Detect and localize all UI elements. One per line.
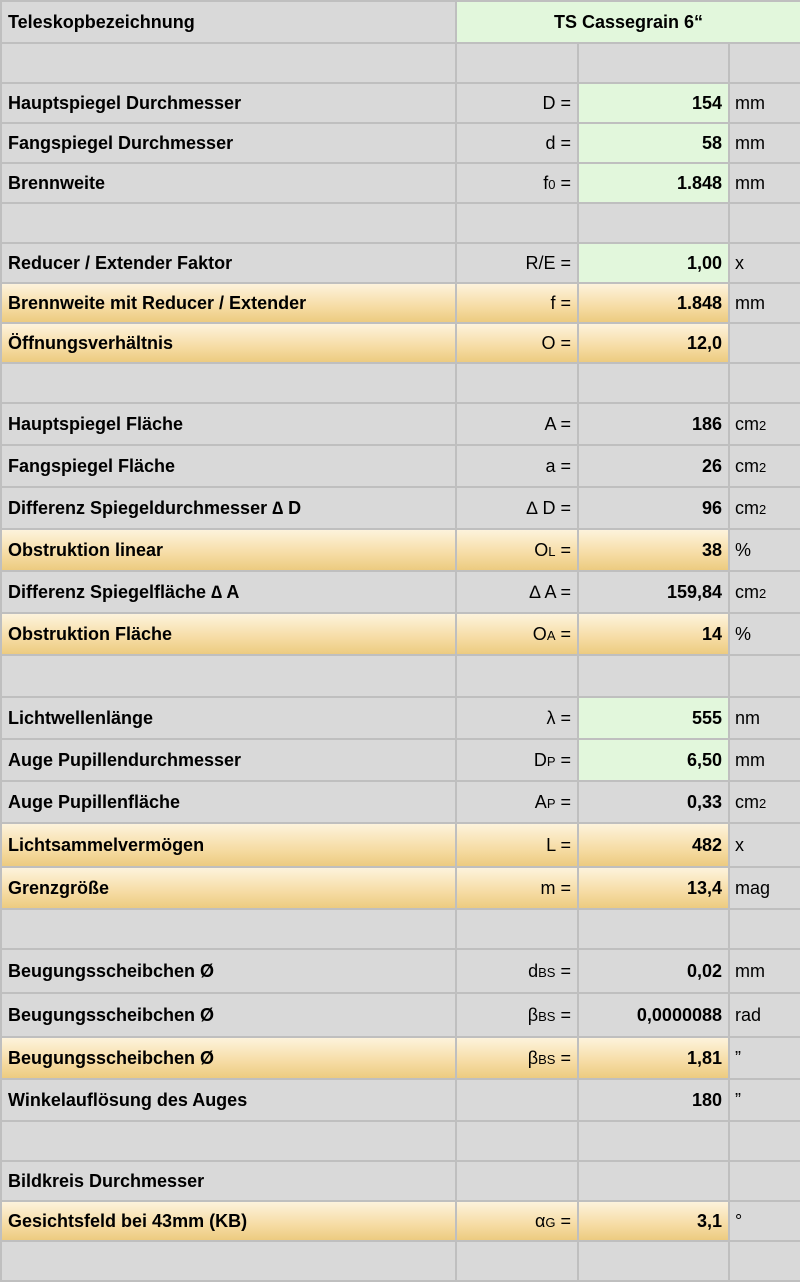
row-label: Hauptspiegel Fläche	[1, 403, 456, 445]
row-label: Beugungsscheibchen Ø	[1, 949, 456, 993]
empty-cell[interactable]	[456, 1241, 578, 1281]
computed-value-cell[interactable]: 38	[578, 529, 729, 571]
row-label: Grenzgröße	[1, 867, 456, 909]
row-unit	[729, 993, 800, 1037]
table-row	[1, 739, 800, 781]
title-label: Teleskopbezeichnung	[1, 1, 456, 43]
equals-sign: =	[555, 172, 571, 193]
table-row	[1, 993, 800, 1037]
unit-text: cm	[735, 497, 759, 518]
unit-text: %	[735, 623, 752, 644]
empty-cell[interactable]	[729, 909, 800, 949]
empty-cell[interactable]	[456, 909, 578, 949]
row-unit	[729, 163, 800, 203]
title-row	[1, 1, 800, 43]
row-label: Brennweite	[1, 163, 456, 203]
equals-sign: =	[555, 413, 571, 434]
row-unit	[729, 83, 800, 123]
unit-text: x	[735, 252, 744, 273]
table-row	[1, 697, 800, 739]
equals-sign: =	[555, 749, 571, 770]
computed-value-cell[interactable]: 180	[578, 1079, 729, 1121]
unit-text: mag	[735, 877, 771, 898]
equals-sign: =	[555, 877, 571, 898]
empty-cell[interactable]	[1, 1241, 456, 1281]
unit-text: cm	[735, 791, 759, 812]
empty-cell[interactable]	[456, 43, 578, 83]
symbol-text: ∆ D	[526, 497, 556, 518]
unit-subscript: 2	[759, 459, 767, 475]
input-value-cell[interactable]: 555	[578, 697, 729, 739]
computed-value-cell[interactable]: 0,0000088	[578, 993, 729, 1037]
blank-row	[1, 1241, 800, 1281]
row-label: Winkelauflösung des Auges	[1, 1079, 456, 1121]
row-symbol	[456, 613, 578, 655]
symbol-text: m	[540, 877, 556, 898]
blank-row	[1, 203, 800, 243]
empty-cell[interactable]	[578, 655, 729, 697]
row-label: Obstruktion Fläche	[1, 613, 456, 655]
blank-row	[1, 655, 800, 697]
symbol-text: O	[534, 539, 549, 560]
row-label: Auge Pupillendurchmesser	[1, 739, 456, 781]
equals-sign: =	[555, 581, 571, 602]
row-unit	[729, 571, 800, 613]
row-unit	[729, 445, 800, 487]
equals-sign: =	[555, 132, 571, 153]
empty-cell[interactable]	[729, 363, 800, 403]
empty-cell[interactable]	[1, 909, 456, 949]
table-row	[1, 781, 800, 823]
row-unit	[729, 739, 800, 781]
empty-cell[interactable]	[578, 909, 729, 949]
equals-sign: =	[555, 252, 571, 273]
row-symbol	[456, 571, 578, 613]
row-unit	[729, 403, 800, 445]
symbol-text: A	[534, 791, 547, 812]
empty-cell[interactable]	[729, 655, 800, 697]
input-value-cell[interactable]: 1,00	[578, 243, 729, 283]
row-symbol	[456, 487, 578, 529]
row-symbol	[456, 243, 578, 283]
row-symbol	[456, 1161, 578, 1201]
table-row	[1, 403, 800, 445]
unit-text: cm	[735, 455, 759, 476]
table-row	[1, 529, 800, 571]
table-row	[1, 83, 800, 123]
symbol-text: f	[550, 292, 556, 313]
unit-text: mm	[735, 132, 765, 153]
equals-sign: =	[555, 1047, 571, 1068]
table-row	[1, 1161, 800, 1201]
row-symbol	[456, 323, 578, 363]
computed-value-cell[interactable]: 1,81	[578, 1037, 729, 1079]
unit-text: ”	[735, 1047, 741, 1068]
empty-cell[interactable]	[1, 363, 456, 403]
equals-sign: =	[555, 1210, 571, 1231]
row-symbol	[456, 1079, 578, 1121]
row-label: Auge Pupillenfläche	[1, 781, 456, 823]
unit-text: mm	[735, 172, 765, 193]
empty-cell[interactable]	[729, 1121, 800, 1161]
row-unit	[729, 1037, 800, 1079]
empty-cell[interactable]	[456, 1121, 578, 1161]
row-symbol	[456, 163, 578, 203]
symbol-text: L	[546, 834, 556, 855]
unit-subscript: 2	[759, 795, 767, 811]
table-row	[1, 123, 800, 163]
row-unit	[729, 867, 800, 909]
row-label: Bildkreis Durchmesser	[1, 1161, 456, 1201]
symbol-subscript: A	[546, 627, 556, 643]
row-label: Differenz Spiegeldurchmesser ∆ D	[1, 487, 456, 529]
row-unit	[729, 823, 800, 867]
row-symbol	[456, 83, 578, 123]
empty-cell[interactable]	[456, 203, 578, 243]
equals-sign: =	[555, 292, 571, 313]
equals-sign: =	[555, 332, 571, 353]
computed-value-cell[interactable]: 159,84	[578, 571, 729, 613]
computed-value-cell[interactable]: 482	[578, 823, 729, 867]
unit-text: nm	[735, 707, 761, 728]
row-unit	[729, 1161, 800, 1201]
input-value-cell[interactable]: 58	[578, 123, 729, 163]
symbol-text: β	[527, 1004, 539, 1025]
computed-value-cell[interactable]: 14	[578, 613, 729, 655]
row-unit	[729, 781, 800, 823]
row-symbol	[456, 123, 578, 163]
empty-cell[interactable]	[1, 203, 456, 243]
table-row	[1, 487, 800, 529]
empty-cell[interactable]	[456, 363, 578, 403]
computed-value-cell[interactable]	[578, 1161, 729, 1201]
row-label: Fangspiegel Durchmesser	[1, 123, 456, 163]
unit-text: cm	[735, 413, 759, 434]
equals-sign: =	[555, 455, 571, 476]
row-label: Beugungsscheibchen Ø	[1, 1037, 456, 1079]
row-unit	[729, 1201, 800, 1241]
unit-subscript: 2	[759, 501, 767, 517]
table-row	[1, 823, 800, 867]
symbol-text: A	[544, 413, 556, 434]
equals-sign: =	[555, 791, 571, 812]
symbol-text: a	[545, 455, 556, 476]
table-row	[1, 867, 800, 909]
computed-value-cell[interactable]: 0,33	[578, 781, 729, 823]
empty-cell[interactable]	[578, 1241, 729, 1281]
computed-value-cell[interactable]: 96	[578, 487, 729, 529]
row-unit	[729, 487, 800, 529]
symbol-text: α	[534, 1210, 546, 1231]
row-symbol	[456, 1037, 578, 1079]
row-unit	[729, 243, 800, 283]
table-row	[1, 571, 800, 613]
empty-cell[interactable]	[578, 363, 729, 403]
symbol-text: D	[533, 749, 547, 770]
symbol-subscript: P	[546, 795, 556, 811]
symbol-subscript: BS	[538, 1008, 556, 1024]
row-label: Beugungsscheibchen Ø	[1, 993, 456, 1037]
unit-text: mm	[735, 960, 765, 981]
computed-value-cell[interactable]: 3,1	[578, 1201, 729, 1241]
table-row	[1, 243, 800, 283]
empty-cell[interactable]	[729, 1241, 800, 1281]
row-label: Fangspiegel Fläche	[1, 445, 456, 487]
computed-value-cell[interactable]: 0,02	[578, 949, 729, 993]
unit-text: rad	[735, 1004, 762, 1025]
equals-sign: =	[555, 497, 571, 518]
empty-cell[interactable]	[1, 1121, 456, 1161]
row-label: Reducer / Extender Faktor	[1, 243, 456, 283]
input-value-cell[interactable]: 6,50	[578, 739, 729, 781]
symbol-subscript: 0	[548, 176, 556, 192]
row-label: Hauptspiegel Durchmesser	[1, 83, 456, 123]
row-symbol	[456, 529, 578, 571]
equals-sign: =	[555, 1004, 571, 1025]
table-row	[1, 1037, 800, 1079]
computed-value-cell[interactable]: 12,0	[578, 323, 729, 363]
row-unit	[729, 949, 800, 993]
symbol-text: O	[541, 332, 556, 353]
row-symbol	[456, 949, 578, 993]
unit-text: ”	[735, 1089, 741, 1110]
computed-value-cell[interactable]: 1.848	[578, 283, 729, 323]
symbol-text: λ	[546, 707, 556, 728]
blank-row	[1, 909, 800, 949]
row-symbol	[456, 445, 578, 487]
symbol-text: d	[545, 132, 556, 153]
row-symbol	[456, 867, 578, 909]
unit-text: cm	[735, 581, 759, 602]
row-symbol	[456, 823, 578, 867]
symbol-subscript: G	[545, 1214, 556, 1230]
row-symbol	[456, 739, 578, 781]
table-row	[1, 613, 800, 655]
blank-row	[1, 363, 800, 403]
unit-subscript: 2	[759, 585, 767, 601]
empty-cell[interactable]	[1, 655, 456, 697]
row-label: Obstruktion linear	[1, 529, 456, 571]
input-value-cell[interactable]: 154	[578, 83, 729, 123]
empty-cell[interactable]	[578, 1121, 729, 1161]
unit-text: mm	[735, 292, 765, 313]
row-label: Gesichtsfeld bei 43mm (KB)	[1, 1201, 456, 1241]
equals-sign: =	[555, 960, 571, 981]
row-unit	[729, 613, 800, 655]
symbol-subscript: P	[546, 753, 556, 769]
symbol-text: R/E	[525, 252, 556, 273]
unit-text: x	[735, 834, 744, 855]
row-unit	[729, 697, 800, 739]
equals-sign: =	[555, 92, 571, 113]
row-symbol	[456, 1201, 578, 1241]
row-symbol	[456, 283, 578, 323]
empty-cell[interactable]	[1, 43, 456, 83]
equals-sign: =	[555, 539, 571, 560]
table-row	[1, 163, 800, 203]
table-row	[1, 283, 800, 323]
symbol-subscript: BS	[538, 1051, 556, 1067]
row-unit	[729, 123, 800, 163]
empty-cell[interactable]	[729, 43, 800, 83]
row-label: Öffnungsverhältnis	[1, 323, 456, 363]
row-symbol	[456, 781, 578, 823]
unit-text: °	[735, 1210, 743, 1231]
table-row	[1, 1079, 800, 1121]
empty-cell[interactable]	[729, 203, 800, 243]
table-row	[1, 949, 800, 993]
symbol-text: ∆ A	[529, 581, 556, 602]
empty-cell[interactable]	[578, 203, 729, 243]
symbol-subscript: L	[548, 543, 556, 559]
unit-text: mm	[735, 92, 765, 113]
row-unit	[729, 1079, 800, 1121]
equals-sign: =	[555, 834, 571, 855]
table-row	[1, 323, 800, 363]
unit-text: %	[735, 539, 752, 560]
row-unit	[729, 323, 800, 363]
row-label: Lichtwellenlänge	[1, 697, 456, 739]
symbol-text: d	[528, 960, 539, 981]
symbol-text: f	[543, 172, 549, 193]
unit-text: mm	[735, 749, 765, 770]
equals-sign: =	[555, 623, 571, 644]
row-symbol	[456, 697, 578, 739]
row-symbol	[456, 993, 578, 1037]
symbol-subscript: BS	[538, 964, 556, 980]
computed-value-cell[interactable]: 186	[578, 403, 729, 445]
input-value-cell[interactable]: 1.848	[578, 163, 729, 203]
telescope-name-cell[interactable]: TS Cassegrain 6“	[456, 1, 800, 43]
blank-row	[1, 1121, 800, 1161]
blank-row	[1, 43, 800, 83]
row-unit	[729, 283, 800, 323]
row-unit	[729, 529, 800, 571]
equals-sign: =	[555, 707, 571, 728]
symbol-text: D	[542, 92, 556, 113]
computed-value-cell[interactable]: 13,4	[578, 867, 729, 909]
row-symbol	[456, 403, 578, 445]
row-label: Lichtsammelvermögen	[1, 823, 456, 867]
unit-subscript: 2	[759, 417, 767, 433]
row-label: Differenz Spiegelfläche ∆ A	[1, 571, 456, 613]
table-row	[1, 1201, 800, 1241]
symbol-text: β	[527, 1047, 539, 1068]
empty-cell[interactable]	[456, 655, 578, 697]
symbol-text: O	[532, 623, 547, 644]
empty-cell[interactable]	[578, 43, 729, 83]
row-label: Brennweite mit Reducer / Extender	[1, 283, 456, 323]
computed-value-cell[interactable]: 26	[578, 445, 729, 487]
table-row	[1, 445, 800, 487]
